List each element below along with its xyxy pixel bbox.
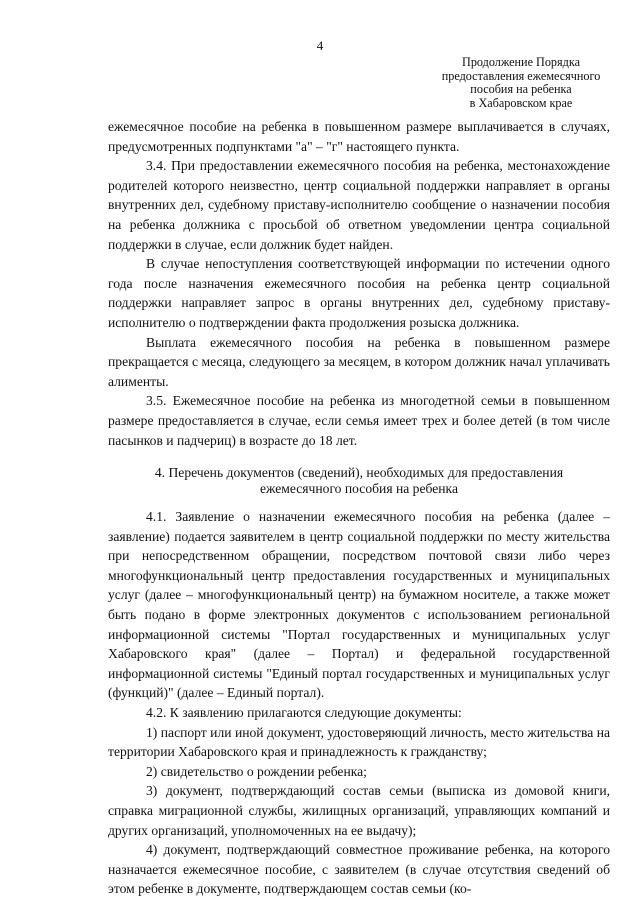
paragraph: 4.2. К заявлению прилагаются следующие документы: bbox=[146, 705, 462, 721]
paragraph: ежемесячное пособие на ребенка в повышенном размере выплачивается в случаях, предусмотренных подпунктами "а" – "г" настоящего пункта. bbox=[108, 119, 610, 154]
section-title bbox=[108, 465, 610, 497]
header-note-line: предоставления ежемесячного bbox=[441, 68, 601, 83]
section-title-line: 4. Перечень документов (сведений), необходимых для предоставления bbox=[154, 465, 564, 481]
list-item: 1) паспорт или иной документ, удостоверяющий личность, место жительства на территории Хабаровского края и принадлежность к гражданству; bbox=[108, 724, 610, 760]
list-item: 4) документ, подтверждающий совместное проживание ребенка, на которого назначается ежемесячное пособие, с заявителем (в случае отсутствия сведений об этом ребенке в документе, подтверждающем состав семьи (ко- bbox=[108, 842, 610, 897]
page-number: 4 bbox=[316, 38, 324, 53]
list-item: 3) документ, подтверждающий состав семьи (выписка из домовой книги, справка миграционной службы, жилищных организаций, управляющих компаний и других организаций, уполномоченных на ее выдачу); bbox=[108, 783, 610, 838]
header-note-line: Продолжение Порядка bbox=[462, 55, 580, 69]
paragraph: 3.4. При предоставлении ежемесячного пособия на ребенка, местонахождение родителей которого неизвестно, центр социальной поддержки направляет в органы внутренних дел, судебному приставу-исполнителю сообщение о назначении пособия на ребенка должника с просьбой об ответном уведомлении центра социальной поддержки в случае, если должник будет найден. bbox=[108, 158, 610, 252]
header-note bbox=[436, 56, 606, 110]
header-note-line: пособия на ребенка bbox=[470, 82, 572, 97]
paragraph: В случае непоступления соответствующей информации по истечении одного года после назначения ежемесячного пособия на ребенка центр социальной поддержки направляет запрос в органы внутренних дел, судебному приставу-исполнителю о подтверждении факта продолжения розыска должника. bbox=[108, 256, 610, 330]
paragraph: 4.1. Заявление о назначении ежемесячного пособия на ребенка (далее – заявление) подается заявителем в центр социальной поддержки по месту жительства при непосредственном обращении, посредством почтовой связи либо через многофункциональный центр предоставления государственных и муниципальных услуг (далее – многофункциональный центр) на бумажном носителе, а также может быть подано в форме электронных документов с использованием региональной информационной системы "Портал государственных и муниципальных услуг Хабаровского края" (далее – Портал) и федеральной государственной информационной системы "Единый портал государственных и муниципальных услуг (функций)" (далее – Единый портал). bbox=[108, 509, 610, 701]
header-note-line: в Хабаровском крае bbox=[469, 95, 573, 110]
section-title-line: ежемесячного пособия на ребенка bbox=[260, 481, 458, 497]
paragraph: 3.5. Ежемесячное пособие на ребенка из многодетной семьи в повышенном размере предоставляется в случае, если семья имеет трех и более детей (в том числе пасынков и падчериц) в возрасте до 18 лет. bbox=[108, 393, 610, 448]
document-body bbox=[108, 117, 610, 899]
paragraph: Выплата ежемесячного пособия на ребенка в повышенном размере прекращается с месяца, следующего за месяцем, в котором должник начал уплачивать алименты. bbox=[108, 334, 610, 389]
list-item: 2) свидетельство о рождении ребенка; bbox=[146, 763, 367, 779]
